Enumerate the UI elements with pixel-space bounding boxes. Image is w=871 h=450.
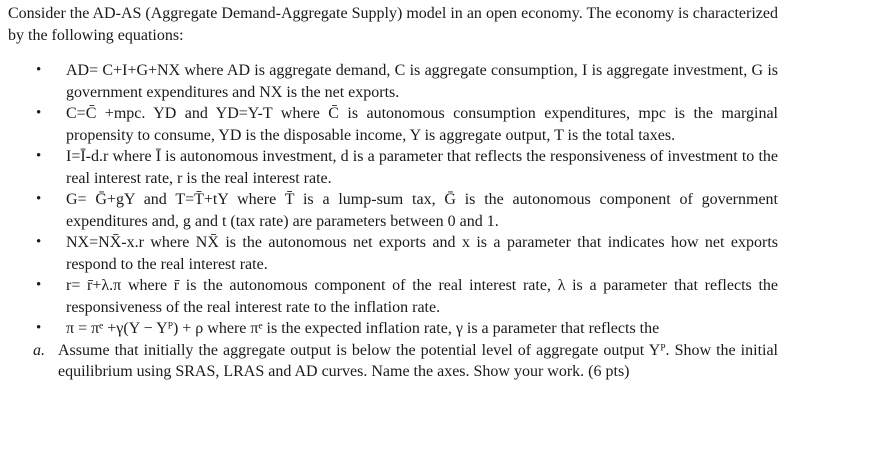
question-text: Assume that initially the aggregate output is below the potential level of aggregate output Yᴾ. Show the initial equilibrium using SRAS, LRAS and AD curves. Name the axes. Show your work. (6 pts) [58, 341, 778, 380]
equation-text: G= Ḡ+gY and T=T̄+tY where T̄ is a lump-sum tax, Ḡ is the autonomous component of government expenditures and, g and t (tax rate) are parameters between 0 and 1. [66, 191, 778, 230]
problem-intro: Consider the AD-AS (Aggregate Demand-Aggregate Supply) model in an open economy. The economy is characterized by the following equations: [8, 5, 778, 44]
problem-document [8, 3, 778, 383]
bullet-icon: • [36, 191, 42, 207]
equation-item [8, 146, 778, 189]
question-label: a. [33, 341, 45, 359]
bullet-icon: • [36, 148, 42, 164]
bullet-icon: • [36, 105, 42, 121]
equation-text: NX=NX̄-x.r where NX̄ is the autonomous net exports and x is a parameter that indicates how net exports respond to the real interest rate. [66, 234, 778, 273]
bullet-icon: • [36, 234, 42, 250]
equation-item [8, 60, 778, 103]
equation-text: π = πᵉ +γ(Y − Yᴾ) + ρ where πᵉ is the expected inflation rate, γ is a parameter that reflects the [66, 320, 660, 337]
equation-item [8, 232, 778, 275]
bullet-icon: • [36, 320, 42, 336]
equation-item [8, 103, 778, 146]
equation-list [8, 60, 778, 340]
equation-text: AD= C+I+G+NX where AD is aggregate demand, C is aggregate consumption, I is aggregate investment, G is government expenditures and NX is the net exports. [66, 62, 778, 101]
bullet-icon: • [36, 277, 42, 293]
bullet-icon: • [36, 62, 42, 78]
equation-text: I=Ī-d.r where Ī is autonomous investment, d is a parameter that reflects the responsiveness of investment to the real interest rate, r is the real interest rate. [66, 148, 778, 187]
question-a [8, 340, 778, 383]
equation-item [8, 318, 778, 340]
equation-item [8, 275, 778, 318]
equation-item [8, 189, 778, 232]
equation-text: r= r̄+λ.π where r̄ is the autonomous component of the real interest rate, λ is a parameter that reflects the responsiveness of the real interest rate to the inflation rate. [66, 277, 778, 316]
equation-text: C=C̄ +mpc. YD and YD=Y-T where C̄ is autonomous consumption expenditures, mpc is the marginal propensity to consume, YD is the disposable income, Y is aggregate output, T is the total taxes. [66, 105, 778, 144]
